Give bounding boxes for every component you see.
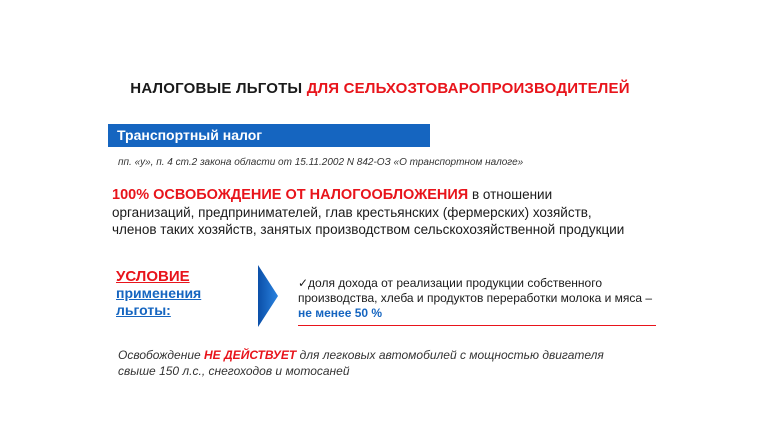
note-suffix: для легковых автомобилей с мощностью двигателя свыше 150 л.с., снегоходов и мотосаней	[118, 348, 604, 378]
exemption-highlight: 100% ОСВОБОЖДЕНИЕ ОТ НАЛОГООБЛОЖЕНИЯ	[112, 187, 469, 203]
exception-note	[118, 347, 638, 379]
detail-text: ✓доля дохода от реализации продукции собственного производства, хлеба и продуктов переработки молока и мяса –	[298, 276, 653, 305]
condition-label	[116, 268, 236, 319]
detail-underline	[298, 325, 656, 326]
detail-emphasis: не менее 50 %	[298, 306, 383, 320]
page-title	[0, 80, 760, 97]
condition-line-3: льготы:	[116, 302, 171, 318]
title-black: НАЛОГОВЫЕ ЛЬГОТЫ	[130, 80, 307, 97]
exemption-text: в отношении организаций, предпринимателей, глав крестьянских (фермерских) хозяйств, членов таких хозяйств, занятых производством сельскохозяйственной продукции	[112, 187, 625, 237]
chevron-right-icon	[258, 265, 278, 327]
note-emphasis: НЕ ДЕЙСТВУЕТ	[204, 348, 297, 362]
note-prefix: Освобождение	[118, 348, 205, 362]
banner-label: Транспортный налог	[117, 127, 263, 143]
law-reference: пп. «у», п. 4 ст.2 закона области от 15.11.2002 N 842-ОЗ «О транспортном налоге»	[118, 157, 524, 168]
section-banner	[108, 124, 430, 147]
condition-line-2: применения	[116, 285, 202, 301]
condition-line-1: УСЛОВИЕ	[116, 268, 190, 285]
title-red: ДЛЯ СЕЛЬХОЗТОВАРОПРОИЗВОДИТЕЛЕЙ	[306, 80, 630, 97]
main-paragraph	[112, 186, 632, 238]
condition-detail	[298, 276, 658, 321]
